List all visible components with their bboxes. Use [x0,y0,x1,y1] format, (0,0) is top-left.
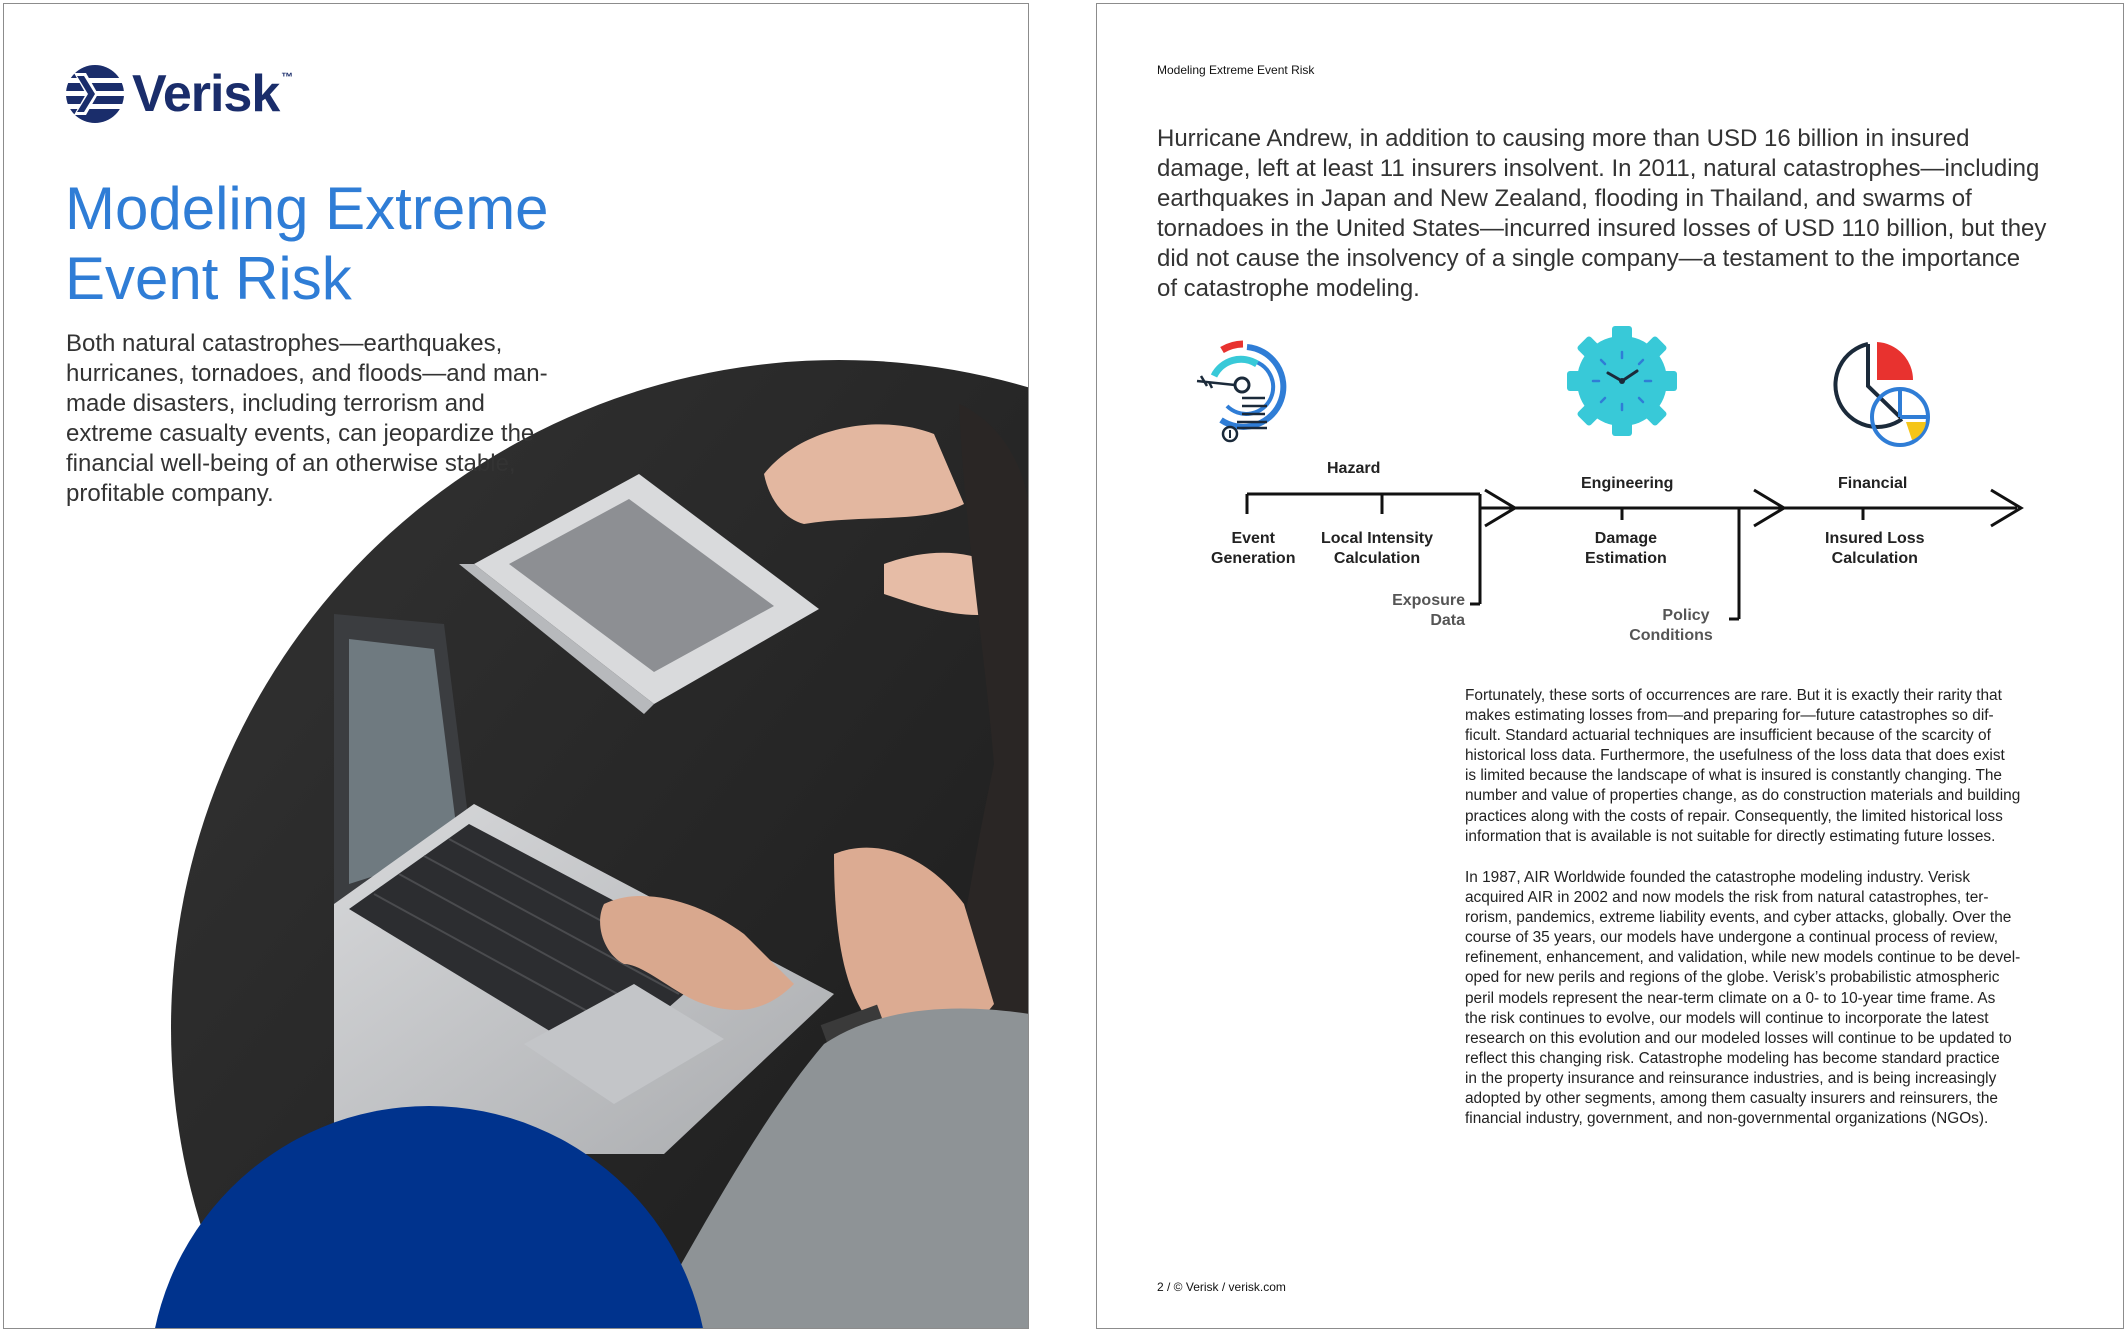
body-line: refinement, enhancement, and validation, while new models continue to be devel- [1465,949,2021,967]
body-line: the risk continues to evolve, our models will continue to incorporate the latest [1465,1009,1989,1027]
cover-intro-line: extreme casualty events, can jeopardize the [66,420,535,447]
running-head: Modeling Extreme Event Risk [1157,63,1315,77]
step-damage-estimation [1585,529,1667,569]
body-paragraph-2 [1465,868,2065,1129]
cat-model-flow-diagram [1097,324,2124,664]
input-line: Conditions [1629,627,1713,644]
step-event-generation [1211,529,1295,569]
body-line: acquired AIR in 2002 and now models the risk from natural catastrophes, ter- [1465,889,1989,907]
body-line: Fortunately, these sorts of occurrences are rare. But it is exactly their rarity that [1465,687,2002,704]
input-policy-conditions [1621,606,1721,646]
body-line: information that is available is not suitable for directly estimating future losses. [1465,827,1996,845]
step-line: Calculation [1333,550,1421,567]
body-paragraph-1 [1465,686,2065,847]
cover-title-line: Event Risk [65,245,352,312]
body-line: number and value of properties change, as do construction materials and building [1465,787,2021,805]
lead-paragraph [1157,124,2057,304]
body-line: In 1987, AIR Worldwide founded the catastrophe modeling industry. Verisk [1465,869,1971,886]
logo-trademark: ™ [281,70,294,84]
cover-intro-line: hurricanes, tornadoes, and floods—and man- [66,360,548,387]
logo-wordmark: Verisk [132,65,280,123]
pie-chart-icon [1835,342,1928,445]
step-line: Generation [1211,550,1296,567]
step-line: Calculation [1831,550,1918,567]
step-line: Insured Loss [1825,530,1925,547]
cover-intro-line: profitable company. [66,480,274,507]
cover-page [3,3,1029,1329]
cover-title-line: Modeling Extreme [65,175,549,242]
body-line: peril models represent the near-term climate on a 0- to 10-year time frame. As [1465,989,1996,1007]
lead-line: did not cause the insolvency of a single company—a testament to the importance [1157,245,2021,272]
step-line: Local Intensity [1321,530,1434,547]
body-line: financial industry, government, and non-governmental organizations (NGOs). [1465,1110,1989,1128]
lead-line: damage, left at least 11 insurers insolvent. In 2011, natural catastrophes—including [1157,155,2040,182]
body-line: practices along with the costs of repair. Consequently, the limited historical loss [1465,807,2003,825]
lead-line: of catastrophe modeling. [1157,275,1420,302]
stage-label-financial: Financial [1838,475,1908,492]
step-line: Damage [1594,530,1658,547]
body-line: research on this evolution and our modeled losses will continue to be updated to [1465,1029,2012,1047]
body-line: historical loss data. Furthermore, the usefulness of the loss data that does exist [1465,747,2005,765]
body-line: oped for new perils and regions of the globe. Verisk’s probabilistic atmospheric [1465,969,2000,987]
flow-lines [1097,324,2124,664]
body-line: in the property insurance and reinsurance industries, and is being increasingly [1465,1069,1997,1087]
input-exposure-data [1385,591,1465,631]
cover-intro [66,329,586,509]
hazard-gauge-icon [1197,344,1283,441]
lead-line: Hurricane Andrew, in addition to causing more than USD 16 billion in insured [1157,125,1970,152]
cover-intro-line: financial well-being of an otherwise stable, [66,450,516,477]
body-line: course of 35 years, our models have undergone a continual process of review, [1465,929,1998,947]
verisk-logo-icon [64,63,126,125]
input-line: Exposure [1392,592,1465,609]
lead-line: earthquakes in Japan and New Zealand, flooding in Thailand, and swarms of [1157,185,1972,212]
gear-clock-icon [1567,326,1677,436]
body-line: adopted by other segments, among them casualty insurers and reinsurers, the [1465,1090,1998,1108]
step-line: Estimation [1585,550,1667,567]
step-line: Event [1231,530,1276,547]
input-line: Policy [1662,607,1710,624]
stage-label-engineering: Engineering [1581,475,1674,492]
cover-intro-line: Both natural catastrophes—earthquakes, [66,330,503,357]
body-line: rorism, pandemics, extreme liability events, and cyber attacks, globally. Over the [1465,909,2012,927]
body-line: makes estimating losses from—and preparing for—future catastrophes so dif- [1465,707,1994,725]
verisk-logo [64,62,293,126]
input-line: Data [1430,612,1465,629]
lead-line: tornadoes in the United States—incurred insured losses of USD 110 billion, but they [1157,215,2047,242]
page-footer: 2 / © Verisk / verisk.com [1157,1280,1286,1294]
body-line: ficult. Standard actuarial techniques are insufficient because of the scarcity of [1465,727,1991,745]
body-line: reflect this changing risk. Catastrophe modeling has become standard practice [1465,1049,2000,1067]
stage-label-hazard: Hazard [1327,460,1381,477]
content-page [1096,3,2124,1329]
step-insured-loss [1825,529,1925,569]
step-local-intensity [1321,529,1433,569]
cover-title [65,174,765,314]
cover-intro-line: made disasters, including terrorism and [66,390,485,417]
body-line: is limited because the landscape of what is insured is constantly changing. The [1465,767,2002,785]
